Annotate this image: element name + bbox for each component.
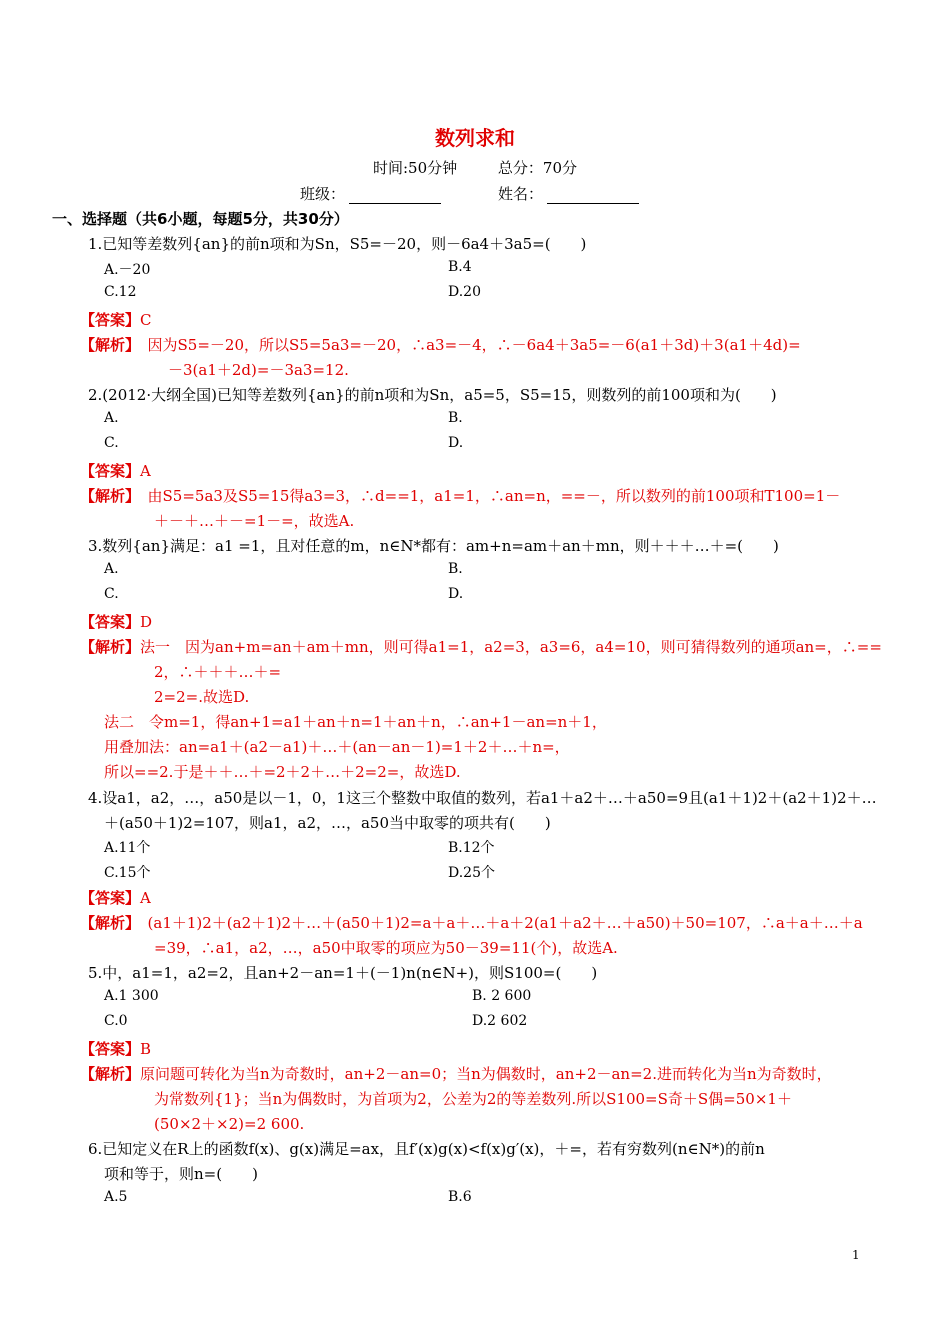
q5-analysis: 【解析】原问题可转化为当n为奇数时，an+2－an=0；当n为偶数时，an+2－an=2.进而转化为当n为奇数时，: [80, 1065, 832, 1083]
q2-analysis: 【解析】 由S5=5a3及S5=15得a3=3，∴d==1，a1=1，∴an=n，==－，所以数列的前100项和T100=1－: [80, 487, 841, 505]
class-field: [300, 183, 441, 204]
q6-option-a: A.5: [104, 1189, 128, 1205]
q5-answer: 【答案】B: [80, 1040, 152, 1058]
q3-option-a: A.: [104, 561, 119, 577]
q1-option-c: C.12: [104, 284, 137, 300]
q1-option-a: A.－20: [104, 262, 151, 278]
q3-analysis-2: 2，∴＋＋＋…＋=: [154, 663, 282, 681]
q5-option-a: A.1 300: [104, 988, 159, 1004]
class-blank: [349, 189, 441, 204]
q2-option-d: D.: [448, 435, 464, 451]
class-label: 班级：: [300, 185, 346, 203]
q1-option-d: D.20: [448, 284, 481, 300]
q4-stem-2: ＋(a50＋1)2=107，则a1，a2，…，a50当中取零的项共有( ): [104, 814, 551, 832]
q3-analysis: 【解析】法一 因为an+m=an＋am＋mn，则可得a1=1，a2=3，a3=6，a4=10，则可猜得数列的通项an=，∴==: [80, 638, 882, 656]
time-limit: 时间:50分钟: [372, 159, 458, 177]
q5-analysis-3: (50×2＋×2)=2 600.: [154, 1115, 305, 1133]
q2-stem: 2.(2012·大纲全国)已知等差数列{an}的前n项和为Sn，a5=5，S5=15，则数列的前100项和为( ): [88, 386, 777, 404]
q1-answer: 【答案】C: [80, 311, 152, 329]
q3-option-d: D.: [448, 586, 464, 602]
name-blank: [547, 189, 639, 204]
q5-analysis-2: 为常数列{1}；当n为偶数时，为首项为2，公差为2的等差数列.所以S100=S奇＋S偶=50×1＋: [154, 1090, 792, 1108]
name-field: [498, 183, 639, 204]
q1-analysis-2: －3(a1＋2d)=－3a3=12.: [168, 361, 349, 379]
q5-stem: 5.中，a1=1，a2=2，且an+2－an=1＋(－1)n(n∈N+)，则S100=( ): [88, 964, 598, 982]
q1-option-b: B.4: [448, 259, 472, 275]
total-score: 总分：70分: [497, 159, 578, 177]
page-title: 数列求和: [435, 126, 515, 150]
q2-analysis-2: ＋－＋…＋－=1－=，故选A.: [154, 512, 355, 530]
q6-stem: 6.已知定义在R上的函数f(x)、g(x)满足=ax，且f′(x)g(x)<f(x)g′(x)，＋=，若有穷数列(n∈N*)的前n: [88, 1140, 765, 1158]
q4-answer: 【答案】A: [80, 889, 151, 907]
q3-option-c: C.: [104, 586, 119, 602]
q5-option-d: D.2 602: [472, 1013, 528, 1029]
q4-stem: 4.设a1，a2，…，a50是以－1，0，1这三个整数中取值的数列，若a1＋a2＋…＋a50=9且(a1＋1)2＋(a2＋1)2＋…: [88, 789, 877, 807]
q3-stem: 3.数列{an}满足：a1 =1，且对任意的m，n∈N*都有：am+n=am＋an＋mn，则＋＋＋…＋=( ): [88, 537, 779, 555]
q2-answer: 【答案】A: [80, 462, 151, 480]
q4-option-b: B.12个: [448, 840, 495, 856]
q5-option-b: B. 2 600: [472, 988, 532, 1004]
q3-analysis-4: 法二 令m=1，得an+1=a1＋an＋n=1＋an＋n，∴an+1－an=n＋1，: [104, 713, 607, 731]
q3-option-b: B.: [448, 561, 463, 577]
q3-analysis-5: 用叠加法：an=a1＋(a2－a1)＋…＋(an－an－1)=1＋2＋…＋n=，: [104, 738, 570, 756]
q2-option-b: B.: [448, 410, 463, 426]
q2-option-a: A.: [104, 410, 119, 426]
q4-option-c: C.15个: [104, 865, 151, 881]
page-number: 1: [852, 1248, 860, 1262]
q1-stem: 1.已知等差数列{an}的前n项和为Sn，S5=－20，则－6a4＋3a5=( ): [88, 235, 587, 253]
q2-option-c: C.: [104, 435, 119, 451]
q6-stem-2: 项和等于，则n=( ): [104, 1165, 258, 1183]
q5-option-c: C.0: [104, 1013, 128, 1029]
q4-option-a: A.11个: [104, 840, 151, 856]
q4-option-d: D.25个: [448, 865, 495, 881]
q3-answer: 【答案】D: [80, 613, 153, 631]
q1-analysis: 【解析】 因为S5=－20，所以S5=5a3=－20，∴a3=－4，∴－6a4＋3a5=－6(a1＋3d)＋3(a1＋4d)=: [80, 336, 801, 354]
q4-analysis-2: =39，∴a1，a2，…，a50中取零的项应为50－39=11(个)，故选A.: [154, 939, 618, 957]
q3-analysis-6: 所以==2.于是＋＋…＋=2＋2＋…＋2=2=，故选D.: [104, 763, 461, 781]
section-heading: 一、选择题（共6小题，每题5分，共30分）: [52, 210, 349, 228]
q3-analysis-3: 2=2=.故选D.: [154, 688, 250, 706]
name-label: 姓名：: [498, 185, 544, 203]
exam-meta: [0, 157, 950, 178]
q4-analysis: 【解析】 (a1＋1)2＋(a2＋1)2＋…＋(a50＋1)2=a＋a＋…＋a＋2(a1＋a2＋…＋a50)＋50=107，∴a＋a＋…＋a: [80, 914, 863, 932]
q6-option-b: B.6: [448, 1189, 472, 1205]
